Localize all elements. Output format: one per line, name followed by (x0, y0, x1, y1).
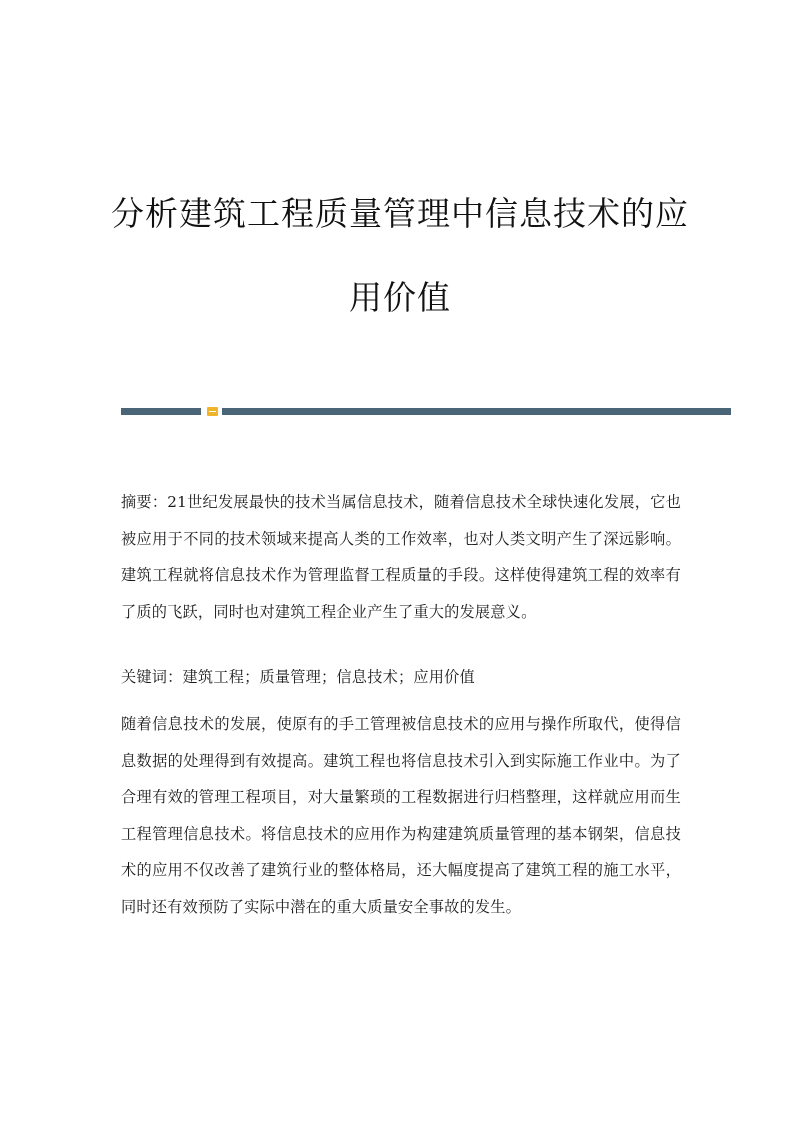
abstract-paragraph: 摘要：21世纪发展最快的技术当属信息技术，随着信息技术全球快速化发展，它也被应用于不同的技术领域来提高人类的工作效率，也对人类文明产生了深远影响。建筑工程就将信息技术作为管理监督工程质量的手段。这样使得建筑工程的效率有了质的飞跃，同时也对建筑工程企业产生了重大的发展意义。 (121, 493, 681, 621)
divider-ornament-icon (207, 407, 218, 416)
document-title-line-2: 用价值 (349, 278, 451, 317)
document-title-line-1: 分析建筑工程质量管理中信息技术的应 (111, 194, 689, 233)
body-paragraph: 随着信息技术的发展，使原有的手工管理被信息技术的应用与操作所取代，使得信息数据的处理得到有效提高。建筑工程也将信息技术引入到实际施工作业中。为了合理有效的管理工程项目，对大量繁琐的工程数据进行归档整理，这样就应用而生工程管理信息技术。将信息技术的应用作为构建建筑质量管理的基本钢架，信息技术的应用不仅改善了建筑行业的整体格局，还大幅度提高了建筑工程的施工水平，同时还有效预防了实际中潜在的重大质量安全事故的发生。 (121, 715, 681, 916)
divider-right-bar (222, 408, 731, 415)
keywords-line: 关键词：建筑工程；质量管理；信息技术；应用价值 (121, 668, 475, 686)
divider-left-bar (121, 408, 201, 415)
title-divider (121, 408, 731, 415)
